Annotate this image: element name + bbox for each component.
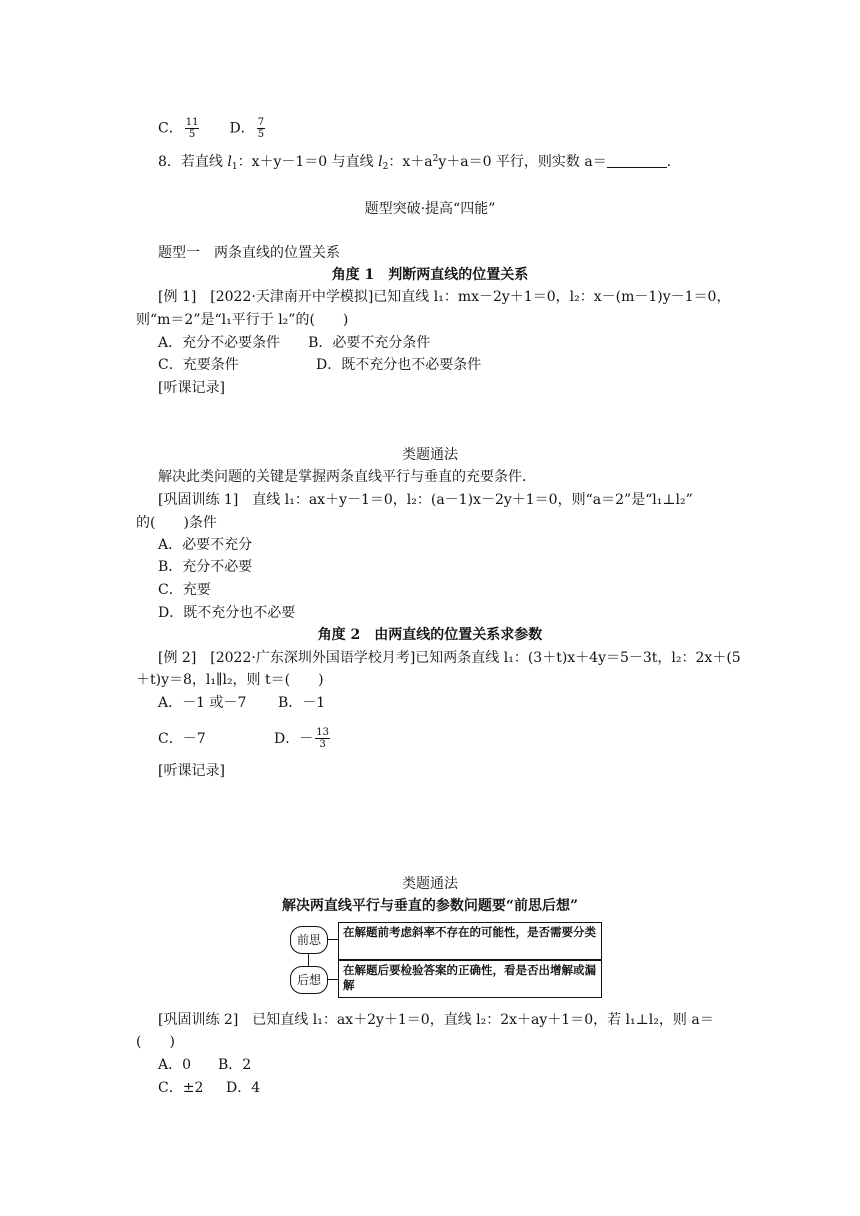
drill2-option-c[interactable]: C．±2 <box>158 1080 204 1096</box>
section-title: 题型突破·提高“四能” <box>364 201 496 217</box>
connector-2 <box>328 979 338 980</box>
example2-record: [听课记录] <box>158 763 225 779</box>
angle1-heading: 角度 1 判断两直线的位置关系 <box>331 267 529 283</box>
after-think-box: 在解题后要检验答案的正确性，看是否出增解或漏解 <box>338 960 602 998</box>
method1-text: 解决此类问题的关键是掌握两条直线平行与垂直的充要条件． <box>158 469 536 485</box>
drill2-line2: ( ) <box>136 1034 175 1050</box>
example1-option-d[interactable]: D．既不充分也不必要条件 <box>316 357 482 373</box>
example1-options-cd <box>158 355 481 375</box>
example1-line2: 则“m＝2”是“l₁平行于 l₂”的( ) <box>136 312 349 328</box>
angle2-heading: 角度 2 由两直线的位置关系求参数 <box>317 627 543 643</box>
drill2-line1: [巩固训练 2] 已知直线 l₁：ax＋2y＋1＝0，直线 l₂：2x＋ay＋1＝0，若 l₁⊥l₂，则 a＝ <box>158 1012 714 1028</box>
drill2-option-b[interactable]: B．2 <box>218 1057 252 1073</box>
method2-subtitle: 解决两直线平行与垂直的参数问题要“前思后想” <box>281 898 579 914</box>
think-before-after-diagram <box>284 922 602 998</box>
example1-options-ab <box>158 333 430 353</box>
q7-option-c-label: C． <box>158 120 183 137</box>
drill2-options-ab <box>158 1055 251 1075</box>
example1-record: [听课记录] <box>158 380 225 396</box>
example2-line1: [例 2] [2022·广东深圳外国语学校月考]已知两条直线 l₁：(3＋t)x＋4y＝5－3t，l₂：2x＋(5 <box>158 650 741 666</box>
drill1-option-d[interactable]: D．既不充分也不必要 <box>158 605 296 621</box>
drill1-option-b[interactable]: B．充分不必要 <box>158 559 253 575</box>
question-8: 8．若直线 $l_1$：x＋y－1＝0 与直线 $l_2$：$x+a^2y+a=0$ 平行，则实数 a＝ ． <box>158 154 681 172</box>
example2-line2: ＋t)y＝8，l₁∥l₂，则 t＝( ) <box>136 672 324 688</box>
example1-option-c[interactable]: C．充要条件 <box>158 357 239 373</box>
q7-options <box>158 117 267 140</box>
example2-option-d[interactable]: D．－ $\frac{13}{3}$ <box>274 727 329 750</box>
after-think-node: 后想 <box>290 966 328 994</box>
drill1-line2: 的( )条件 <box>136 515 217 531</box>
method1-title: 类题通法 <box>402 447 458 463</box>
example2-option-a[interactable]: A．－1 或－7 <box>158 695 247 711</box>
q7-option-d-fraction: $\frac{7}{5}$ <box>257 117 265 140</box>
drill1-option-a[interactable]: A．必要不充分 <box>158 537 253 553</box>
type1-heading: 题型一 两条直线的位置关系 <box>158 245 340 261</box>
example2-options-cd <box>158 727 332 750</box>
drill2-options-cd <box>158 1078 260 1098</box>
connector-1 <box>328 939 338 940</box>
example1-option-b[interactable]: B．必要不充分条件 <box>308 335 431 351</box>
method2-title: 类题通法 <box>402 876 458 892</box>
drill1-option-c[interactable]: C．充要 <box>158 582 211 598</box>
answer-blank[interactable] <box>607 153 667 168</box>
q7-option-c-fraction: $\frac{11}{5}$ <box>185 117 199 140</box>
example2-option-c[interactable]: C．－7 <box>158 730 206 747</box>
before-think-box: 在解题前考虑斜率不存在的可能性，是否需要分类 <box>338 922 602 960</box>
drill2-option-d[interactable]: D．4 <box>226 1080 261 1096</box>
example2-options-ab <box>158 693 325 713</box>
example2-option-b[interactable]: B．－1 <box>278 695 326 711</box>
example1-line1: [例 1] [2022·天津南开中学模拟]已知直线 l₁：mx－2y＋1＝0，l₂：x－(m－1)y－1＝0， <box>158 289 731 305</box>
q7-option-d-label: D． <box>229 120 255 137</box>
drill1-line1: [巩固训练 1] 直线 l₁：ax＋y－1＝0，l₂：(a－1)x－2y＋1＝0，则“a＝2”是“l₁⊥l₂” <box>158 492 693 508</box>
before-think-node: 前思 <box>290 926 328 954</box>
drill2-option-a[interactable]: A．0 <box>158 1057 192 1073</box>
example1-option-a[interactable]: A．充分不必要条件 <box>158 335 281 351</box>
